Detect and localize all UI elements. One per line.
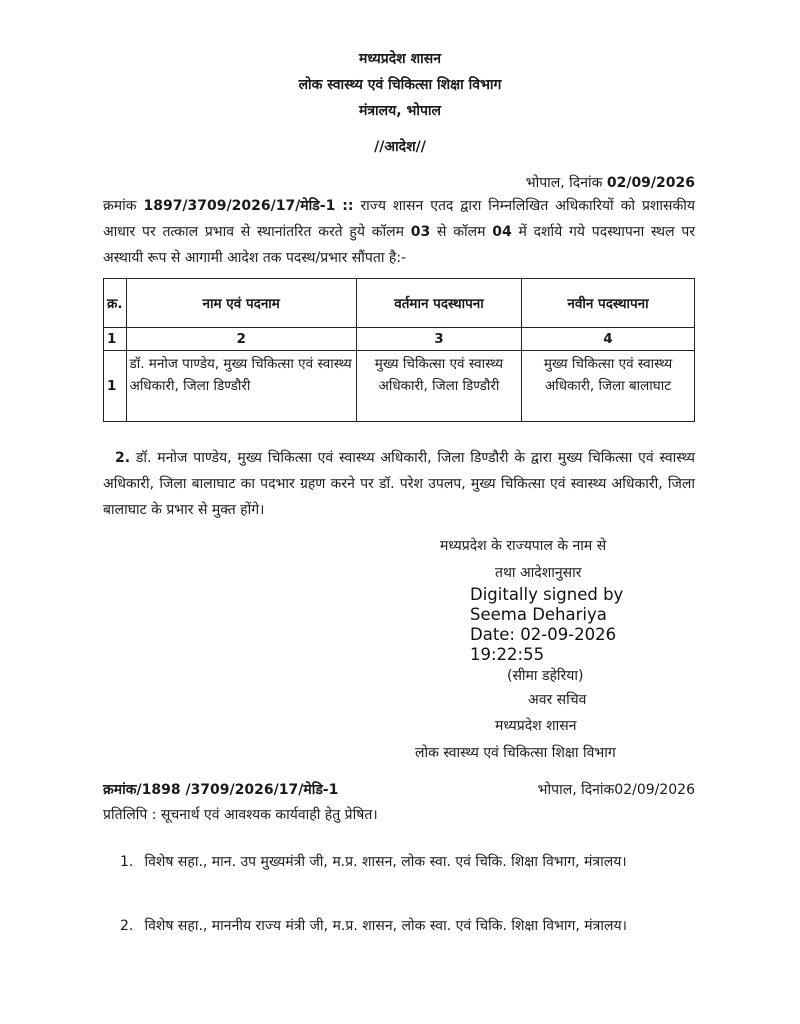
order-date: 02/09/2026 xyxy=(606,175,695,191)
column-from: 03 xyxy=(410,224,431,240)
signatory-name: (सीमा डहेरिया) xyxy=(507,668,584,684)
digital-signer-name: Seema Dehariya xyxy=(470,605,607,624)
ref-separator: :: xyxy=(342,198,354,214)
list-item-number: 1. xyxy=(120,854,134,870)
signatory-govt: मध्यप्रदेश शासन xyxy=(495,718,577,734)
row-name: डॉ. मनोज पाण्डेय, मुख्य चिकित्सा एवं स्वास्थ्य अधिकारी, जिला डिण्डौरी xyxy=(126,351,356,422)
table-header-row xyxy=(104,279,695,328)
digital-sign-time: 19:22:55 xyxy=(470,645,545,664)
ref-number: 1897/3709/2026/17/मेडि-1 xyxy=(143,198,336,214)
list-item-text: विशेष सहा., माननीय राज्य मंत्री जी, म.प्र. शासन, लोक स्वा. एवं चिकि. शिक्षा विभाग, मंत्रालय। xyxy=(144,918,627,934)
header-new-posting: नवीन पदस्थापना xyxy=(522,279,695,328)
place-date-prefix: भोपाल, दिनांक xyxy=(525,175,603,191)
para2-text: डॉ. मनोज पाण्डेय, मुख्य चिकित्सा एवं स्वास्थ्य अधिकारी, जिला डिण्डौरी के द्वारा मुख्य चिकित्सा एवं स्वास्थ्य अधिकारी, जिला बालाघाट का पदभार ग्रहण करने पर डॉ. परेश उपलप, मुख्य चिकित्सा एवं स्वास्थ्य अधिकारी, जिला बालाघाट के प्रभार से मुक्त होंगे। xyxy=(103,450,695,518)
signatory-department: लोक स्वास्थ्य एवं चिकित्सा शिक्षा विभाग xyxy=(415,745,616,761)
column-number-row xyxy=(104,328,695,351)
copy-ref-number: क्रमांक/1898 /3709/2026/17/मेडि-1 xyxy=(103,782,339,798)
list-item-number: 2. xyxy=(120,918,134,934)
department-title: लोक स्वास्थ्य एवं चिकित्सा शिक्षा विभाग xyxy=(298,77,502,93)
ministry-location: मंत्रालय, भोपाल xyxy=(358,103,442,119)
para2-number: 2. xyxy=(115,450,131,466)
signatory-designation: अवर सचिव xyxy=(528,692,587,708)
row-sno: 1 xyxy=(104,351,127,422)
copy-place-date: भोपाल, दिनांक02/09/2026 xyxy=(537,782,695,798)
order-paragraph-1 xyxy=(103,193,695,271)
order-place-date xyxy=(526,173,695,192)
copy-label: प्रतिलिपि : सूचनार्थ एवं आवश्यक कार्यवाही हेतु प्रेषित। xyxy=(103,807,378,823)
colnum-1: 1 xyxy=(104,328,127,351)
order-paragraph-2 xyxy=(103,445,695,523)
signature-line-2: तथा आदेशानुसार xyxy=(495,565,582,581)
list-item-text: विशेष सहा., मान. उप मुख्यमंत्री जी, म.प्र. शासन, लोक स्वा. एवं चिकि. शिक्षा विभाग, मंत्रालय। xyxy=(144,854,627,870)
list-item xyxy=(120,848,696,876)
row-new-posting: मुख्य चिकित्सा एवं स्वास्थ्य अधिकारी, जिला बालाघाट xyxy=(522,351,695,422)
row-current-posting: मुख्य चिकित्सा एवं स्वास्थ्य अधिकारी, जिला डिण्डौरी xyxy=(356,351,521,422)
ref-prefix: क्रमांक xyxy=(103,198,137,214)
para1-text-c: में दर्शाये गये पदस्थापना स्थल पर अस्थायी रूप से आगामी आदेश तक पदस्थ/प्रभार सौंपता है:- xyxy=(103,224,696,266)
transfer-table xyxy=(103,278,695,422)
header-sno: क्र. xyxy=(104,279,127,328)
colnum-3: 3 xyxy=(356,328,521,351)
para1-text-b: से कॉलम xyxy=(436,224,486,240)
digital-sign-date: Date: 02-09-2026 xyxy=(470,625,617,644)
colnum-2: 2 xyxy=(126,328,356,351)
signature-line-1: मध्यप्रदेश के राज्यपाल के नाम से xyxy=(440,538,607,554)
header-name: नाम एवं पदनाम xyxy=(126,279,356,328)
para1-text-a: राज्य शासन एतद द्वारा निम्नलिखित अधिकारियों को प्रशासकीय आधार पर तत्काल प्रभाव से स्थानांतरित करते हुये कॉलम xyxy=(103,198,696,240)
header-current-posting: वर्तमान पदस्थापना xyxy=(356,279,521,328)
list-item xyxy=(120,912,696,940)
govt-title: मध्यप्रदेश शासन xyxy=(359,51,441,67)
column-to: 04 xyxy=(492,224,512,240)
digital-signature xyxy=(470,585,623,665)
order-title: //आदेश// xyxy=(374,139,426,155)
colnum-4: 4 xyxy=(522,328,695,351)
digital-signed-by: Digitally signed by xyxy=(470,585,624,604)
table-row xyxy=(104,351,695,422)
